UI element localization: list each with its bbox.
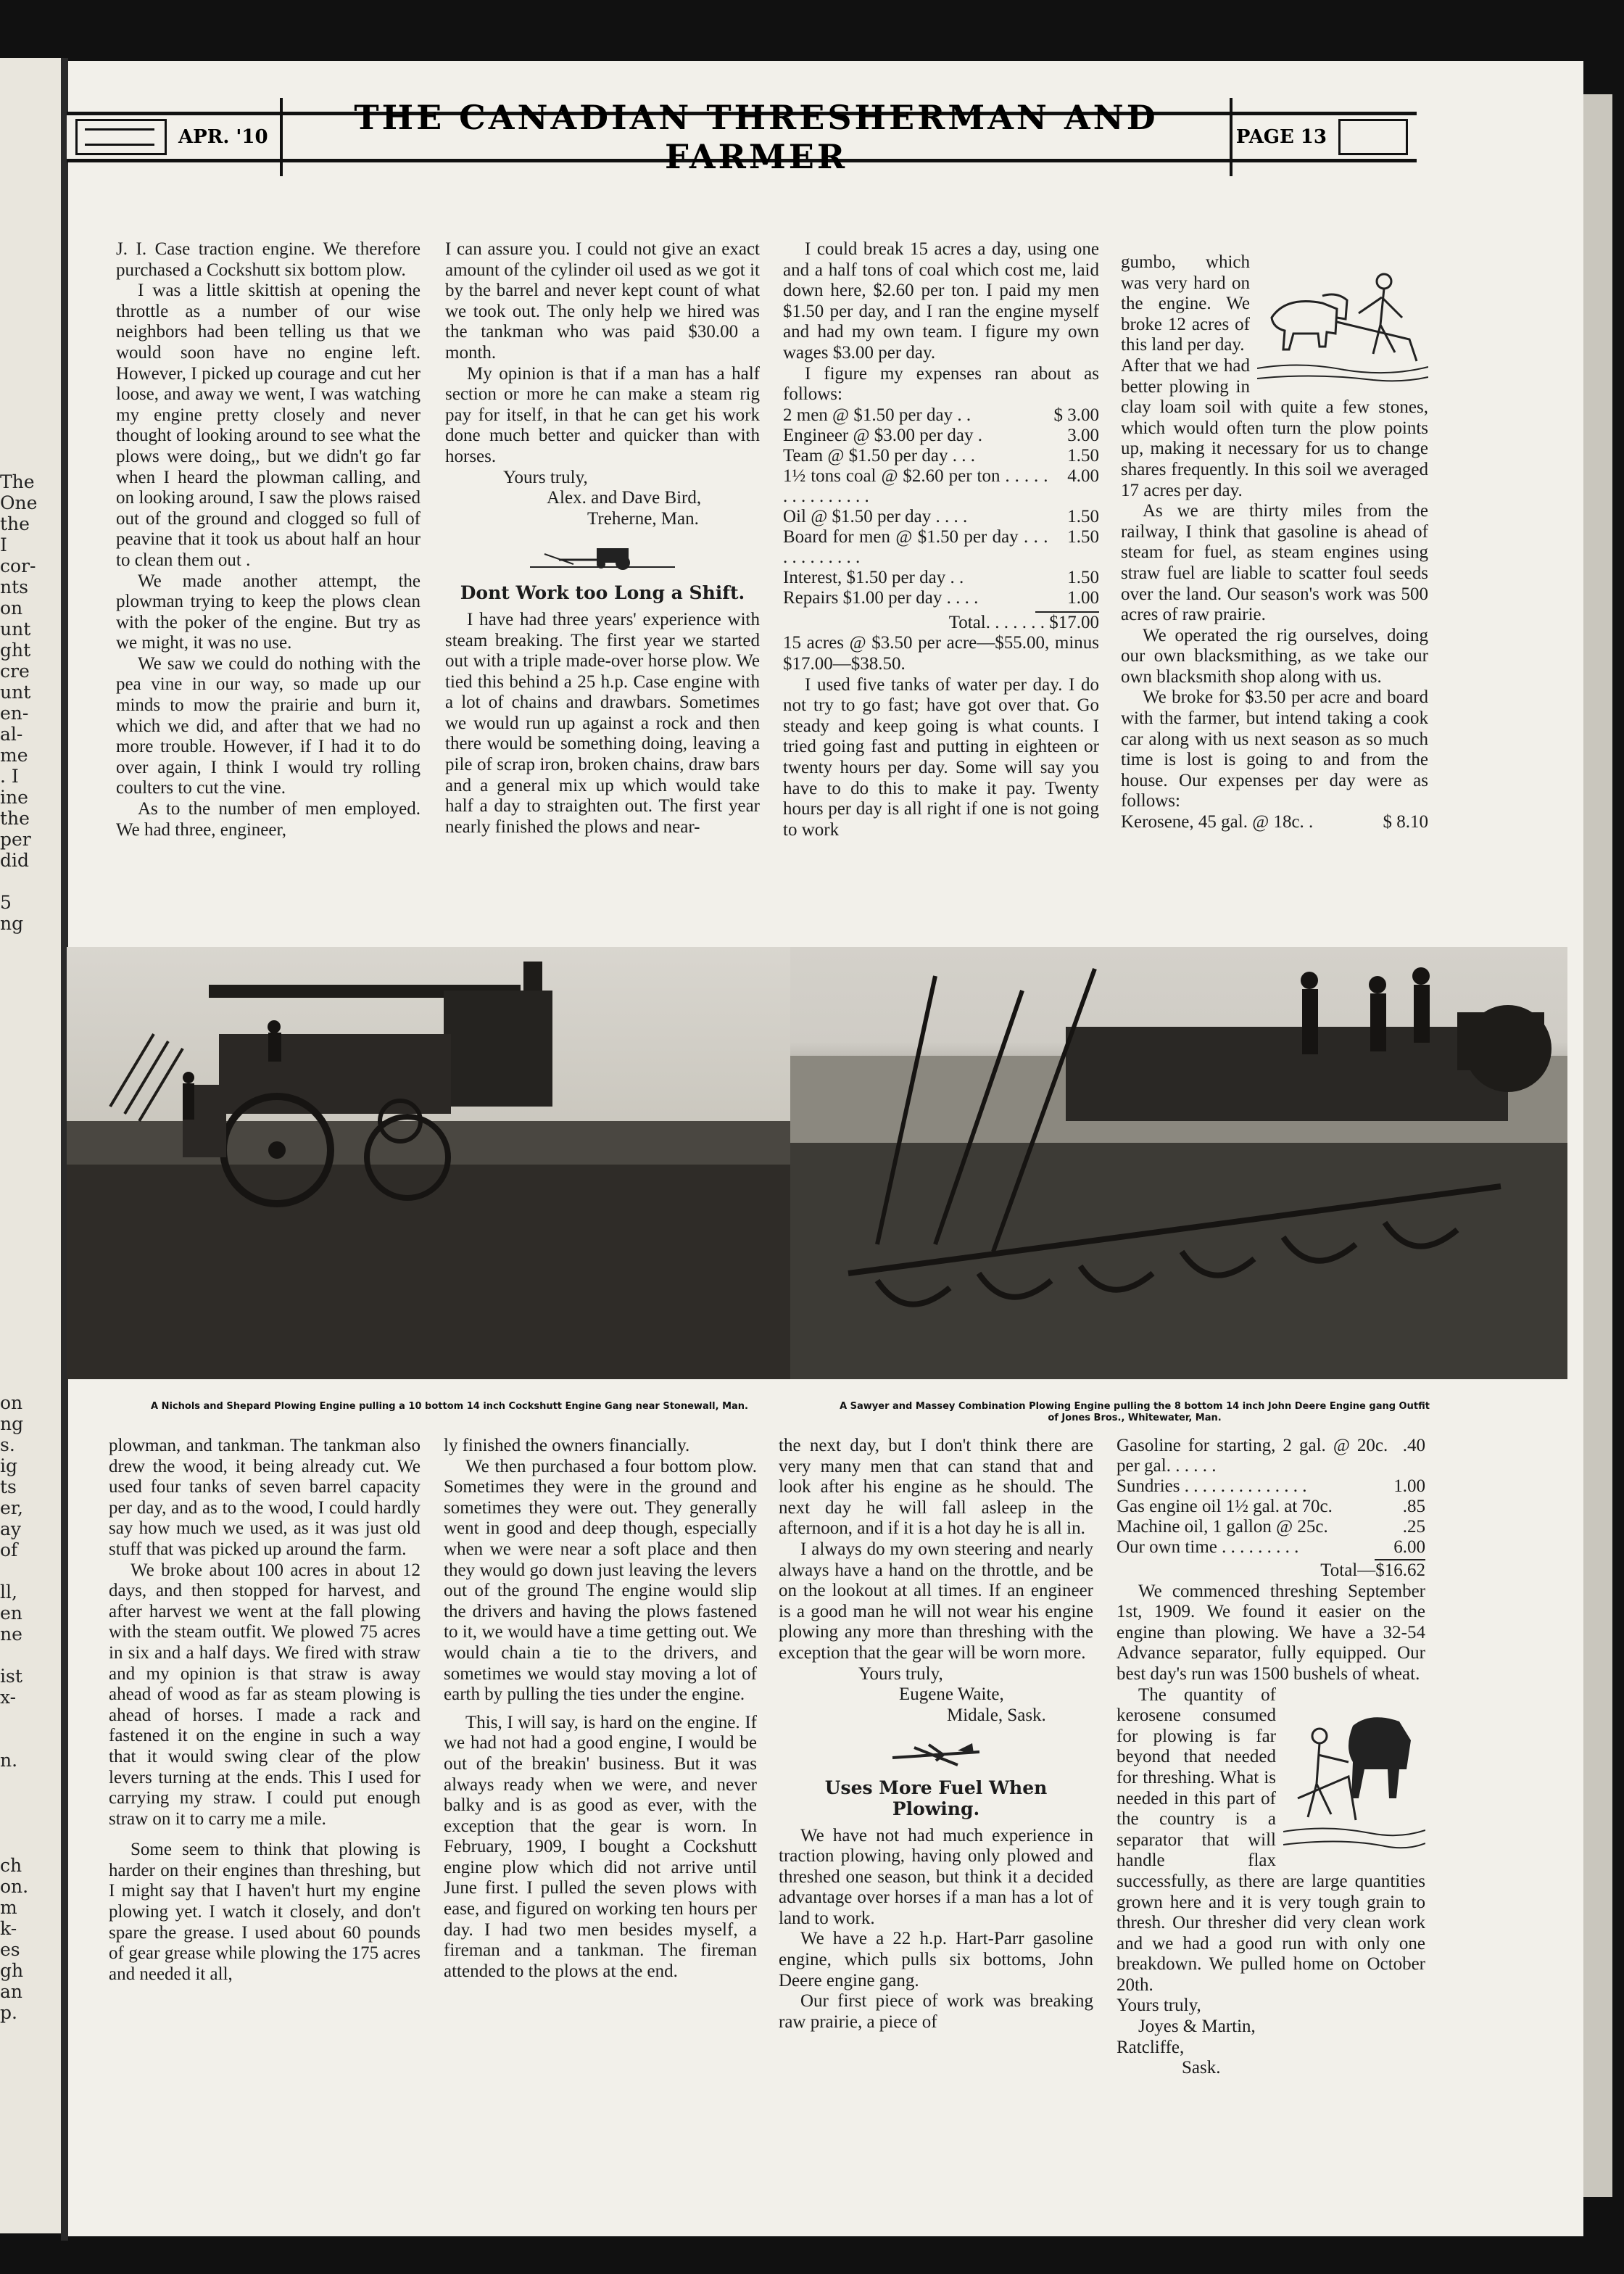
column-4-top bbox=[1121, 252, 1428, 833]
adjacent-page-word: an bbox=[0, 1981, 23, 2002]
adjacent-page-word: ay bbox=[0, 1518, 22, 1539]
column-1-bottom bbox=[109, 1436, 420, 1985]
expense-item: Machine oil, 1 gallon @ 25c. bbox=[1116, 1517, 1328, 1537]
adjacent-page-word: the bbox=[0, 513, 30, 534]
adjacent-page-word: on. bbox=[0, 1876, 29, 1897]
adjacent-page-word: en bbox=[0, 1603, 22, 1624]
adjacent-page-text-upper bbox=[0, 471, 37, 934]
paragraph: plowman, and tankman. The tankman also drew the wood, it being already cut. We used four tanks of seven barrel capacity per day, and as to the wood, I could hardly say how much we used, as it was just old stuff that was picked up around the farm. bbox=[109, 1436, 420, 1559]
expense-total: Total. . . . . . . $17.00 bbox=[948, 612, 1099, 632]
ox-plow-illustration bbox=[1257, 252, 1428, 386]
adjacent-page-word: m bbox=[0, 1897, 17, 1918]
paragraph: My opinion is that if a man has a half section or more he can make a steam rig pay for itself, in that he can get his work done much better and quicker than with horses. bbox=[445, 363, 760, 466]
column-2-top bbox=[445, 239, 760, 838]
adjacent-page-word: en- bbox=[0, 703, 29, 724]
expense-amount: 6.00 bbox=[1393, 1537, 1425, 1557]
expense-item: Team @ $1.50 per day . . . bbox=[783, 445, 975, 466]
paragraph: I figure my expenses ran about as follows: bbox=[783, 363, 1099, 405]
kerosene-line bbox=[1121, 812, 1428, 833]
adjacent-page-word: ine bbox=[0, 787, 28, 808]
adjacent-page-word: cor- bbox=[0, 555, 36, 576]
adjacent-page-word: ig bbox=[0, 1455, 17, 1476]
adjacent-page-word: es bbox=[0, 1939, 20, 1960]
adjacent-page-fragment bbox=[0, 58, 64, 2233]
expense-item: Repairs $1.00 per day . . . . bbox=[783, 587, 979, 608]
adjacent-page-word: ng bbox=[0, 913, 24, 934]
paragraph: I was a little skittish at opening the throttle as a number of our wise neighbors had been telling us that we would soon have no engine left. However, I picked up courage and cut her loose, and away we went, I was watching my engine pretty closely and never thought of looking around to see what the plows were doing,, but we didn't go far when I heard the plowman calling, and on looking around, I saw the plows raised out of the ground and clogged so full of peavine that it took us about half an hour to clean them out . bbox=[116, 281, 420, 570]
adjacent-page-word: cre bbox=[0, 661, 30, 682]
paragraph: We have a 22 h.p. Hart-Parr gasoline engine, which pulls six bottoms, John Deere engine gang. bbox=[779, 1929, 1093, 1990]
paragraph: We broke about 100 acres in about 12 days, and then stopped for harvest, and after harvest we went at the fall plowing with the steam outfit. We plowed 75 acres in six and a half days. We fired with straw and my opinion is that straw is away ahead of wood as far as steam plowing is ahead of horses. I made a rack and fastened it on the engine in such a way that it would swing clear of the plow levers turning at the ends. This I used for carrying my straw. I could put enough straw on it to carry me a mile. bbox=[109, 1560, 420, 1829]
photo-nichols-shepard-engine bbox=[67, 947, 790, 1379]
adjacent-page-word: on bbox=[0, 598, 23, 619]
expense-row bbox=[1116, 1537, 1425, 1558]
expense-amount: 1.00 bbox=[1393, 1476, 1425, 1496]
paragraph: J. I. Case traction engine. We therefore purchased a Cockshutt six bottom plow. bbox=[116, 239, 420, 280]
expense-row bbox=[783, 426, 1099, 446]
adjacent-page-word: on bbox=[0, 1392, 23, 1413]
expense-item: Gasoline for starting, 2 gal. @ 20c. per gal. . . . . . bbox=[1116, 1436, 1388, 1476]
column-2-bottom bbox=[444, 1436, 757, 1982]
expense-item: 1½ tons coal @ $2.60 per ton . . . . . . . . . . . . . . . bbox=[783, 466, 1048, 506]
expense-row bbox=[783, 588, 1099, 608]
expense-amount: $ 3.00 bbox=[1053, 405, 1099, 425]
paragraph: I can assure you. I could not give an exact amount of the cylinder oil used as we got it by the barrel and never kept count of what we took out. The only help we hired was the tankman who was paid $30.00 a month. bbox=[445, 239, 760, 363]
expense-amount: 1.50 bbox=[1067, 567, 1099, 587]
adjacent-page-word: the bbox=[0, 808, 30, 829]
adjacent-page-word: per bbox=[0, 829, 31, 850]
paragraph: Our first piece of work was breaking raw prairie, a piece of bbox=[779, 1991, 1093, 2032]
expense-amount: .85 bbox=[1402, 1497, 1425, 1516]
signature-province: Sask. bbox=[1182, 2058, 1221, 2078]
expense-row bbox=[783, 507, 1099, 527]
expense-item: 2 men @ $1.50 per day . . bbox=[783, 405, 972, 425]
expense-row bbox=[1116, 1517, 1425, 1537]
signature-place: Treherne, Man. bbox=[587, 508, 699, 529]
expense-amount: 1.50 bbox=[1067, 506, 1099, 526]
adjacent-page-word bbox=[0, 1813, 28, 1834]
adjacent-page-word: did bbox=[0, 850, 30, 871]
paragraph: ly finished the owners financially. bbox=[444, 1436, 690, 1455]
expense-item: Interest, $1.50 per day . . bbox=[783, 567, 964, 587]
signature-salutation: Yours truly, bbox=[858, 1663, 943, 1684]
adjacent-page-word: n. bbox=[0, 1750, 18, 1771]
signature-name: Eugene Waite, bbox=[899, 1684, 1004, 1705]
publication-title: THE CANADIAN THRESHERMAN AND FARMER bbox=[280, 98, 1232, 176]
expense-amount: 1.50 bbox=[1067, 526, 1099, 547]
adjacent-page-word bbox=[0, 871, 37, 892]
horse-plow-illustration bbox=[1283, 1690, 1425, 1861]
masthead bbox=[67, 98, 1417, 176]
expense-amount: .25 bbox=[1402, 1517, 1425, 1537]
paragraph: This, I will say, is hard on the engine. If we had not had a good engine, I would be out of the breakin' business. But it was always ready when we were, and never balky and is as good as ever, with the exception that the gear is worn. In February, 1909, I bought a Cockshutt engine plow which did not arrive until June first. I pulled the seven plows with ease, and figured on working ten hours per day. I had two men besides myself, a fireman and a tankman. The fireman attended to the plows at the end. bbox=[444, 1712, 757, 1981]
paragraph: We operated the rig ourselves, doing our own blacksmithing, as we take our own blacksmith shop along with us. bbox=[1121, 625, 1428, 687]
expense-row bbox=[783, 568, 1099, 588]
adjacent-page-word: I bbox=[0, 534, 7, 555]
steam-engine-illustration bbox=[67, 947, 790, 1379]
expense-amount: 4.00 bbox=[1067, 466, 1099, 486]
issue-date: APR. '10 bbox=[178, 126, 268, 148]
adjacent-page-word bbox=[0, 1708, 28, 1729]
paragraph: We saw we could do nothing with the pea vine in our way, so made up our minds to mow the prairie and burn it, which we did, and after that we had no more trouble. However, if I had it to do over again, I think I would try rolling coulters to cut the vine. bbox=[116, 653, 420, 798]
masthead-ornament-left bbox=[75, 119, 167, 155]
expense-row bbox=[783, 405, 1099, 426]
adjacent-page-word: ght bbox=[0, 640, 31, 661]
paragraph: I could break 15 acres a day, using one and a half tons of coal which cost me, laid down here, $2.60 per ton. I paid my men $1.50 per day, and I ran the engine myself and had my own team. I figure my own wages $3.00 per day. bbox=[783, 239, 1099, 363]
adjacent-page-word: ts bbox=[0, 1476, 17, 1497]
column-3-top bbox=[783, 239, 1099, 840]
expense-total: Total—$16.62 bbox=[1320, 1560, 1425, 1580]
column-1-top bbox=[116, 239, 420, 840]
adjacent-page-word bbox=[0, 1645, 28, 1666]
expense-item: Sundries . . . . . . . . . . . . . . bbox=[1116, 1476, 1307, 1496]
paragraph: We have not had much experience in traction plowing, having only plowed and threshed one season, but think it a decided advantage over horses if a man has a lot of land to work. bbox=[779, 1825, 1093, 1928]
adjacent-page-word: 5 bbox=[0, 892, 12, 913]
photo-caption-left: A Nichols and Shepard Plowing Engine pulling a 10 bottom 14 inch Cockshutt Engine Gang near Stonewall, Man. bbox=[151, 1401, 748, 1412]
article-heading: Dont Work too Long a Shift. bbox=[460, 582, 745, 604]
adjacent-page-word bbox=[0, 1729, 28, 1750]
paragraph: We commenced threshing September 1st, 1909. We found it easier on the engine than plowing. We have a 32-54 Advance separator, fully equipped. Our best day's run was 1500 bushels of wheat. bbox=[1116, 1581, 1425, 1684]
adjacent-page-text-lower bbox=[0, 1392, 28, 2023]
expense-table bbox=[783, 405, 1099, 608]
paragraph: We made another attempt, the plowman trying to keep the plows clean with the poker of the engine. But try as we might, it was no use. bbox=[116, 571, 420, 653]
adjacent-page-word bbox=[0, 1834, 28, 1855]
paragraph: Some seem to think that plowing is harder on their engines than threshing, but I might say that I haven't hurt my engine plowing yet. I watch it closely, and don't spare the grease. I used about 60 pounds of gear grease while plowing the 175 acres and needed it all, bbox=[109, 1840, 420, 1984]
paragraph: As to the number of men employed. We had three, engineer, bbox=[116, 799, 420, 840]
signature-place: Midale, Sask. bbox=[947, 1705, 1046, 1725]
expense-row bbox=[783, 527, 1099, 568]
adjacent-page-word: of bbox=[0, 1539, 18, 1560]
paragraph: 15 acres @ $3.50 per acre—$55.00, minus $17.00—$38.50. bbox=[783, 633, 1099, 674]
expense-item: Our own time . . . . . . . . . bbox=[1116, 1537, 1299, 1557]
adjacent-page-word: ist bbox=[0, 1666, 22, 1687]
photo-sawyer-massey-engine bbox=[790, 947, 1567, 1379]
paragraph: The quantity of kerosene consumed for plowing is far beyond that needed for threshing. What is needed in this part of the country is a separator that will handle flax successfully, as there are large quantities grown here and it is very tough grain to thresh. Our thresher did very clean work and we had a good run with only one breakdown. We pulled home on October 20th. bbox=[1116, 1684, 1425, 1995]
adjacent-page-word: ne bbox=[0, 1624, 22, 1645]
adjacent-page-word: nts bbox=[0, 576, 28, 598]
page-number: PAGE 13 bbox=[1235, 126, 1327, 148]
adjacent-page-word: . I bbox=[0, 766, 19, 787]
expense-amount: 1.00 bbox=[1067, 587, 1099, 608]
photo-caption-right: A Sawyer and Massey Combination Plowing Engine pulling the 8 bottom 14 inch John Deere Engine gang Outfit of Jones Bros., Whitewater, Man. bbox=[840, 1401, 1430, 1423]
signature-salutation: Yours truly, bbox=[503, 467, 588, 487]
airplane-vignette bbox=[885, 1736, 987, 1771]
adjacent-page-word: One bbox=[0, 492, 38, 513]
expense-row bbox=[1116, 1497, 1425, 1517]
paragraph: We broke for $3.50 per acre and board with the farmer, but intend taking a cook car along with us next season as so much time is lost is going to and from the house. Our expenses per day were as follows: bbox=[1121, 687, 1428, 811]
adjacent-page-word: er, bbox=[0, 1497, 23, 1518]
kerosene-item: Kerosene, 45 gal. @ 18c. . bbox=[1121, 812, 1314, 832]
expense-row bbox=[1116, 1436, 1425, 1476]
adjacent-page-word: al- bbox=[0, 724, 23, 745]
adjacent-page-word: x- bbox=[0, 1687, 17, 1708]
adjacent-page-word: p. bbox=[0, 2002, 17, 2023]
signature-place: Ratcliffe, bbox=[1116, 2037, 1185, 2057]
expense-item: Board for men @ $1.50 per day . . . . . . . . . . . . bbox=[783, 526, 1048, 567]
paragraph: I used five tanks of water per day. I do not try to go fast; have got over that. Go steady and keep going is what counts. I tried going fast and putting in eighteen or twenty hours per day. Some will say you have to do this to make it pay. Twenty hours per day is all right if one is not going to work bbox=[783, 674, 1099, 840]
adjacent-page-word: ng bbox=[0, 1413, 24, 1434]
signature-name: Alex. and Dave Bird, bbox=[547, 488, 702, 508]
expense-table bbox=[1116, 1436, 1425, 1558]
adjacent-page-word bbox=[0, 1771, 28, 1792]
adjacent-page-word bbox=[0, 1792, 28, 1813]
expense-row bbox=[783, 466, 1099, 507]
expense-item: Engineer @ $3.00 per day . bbox=[783, 425, 983, 445]
expense-amount: 1.50 bbox=[1067, 445, 1099, 466]
signature-name: Joyes & Martin, bbox=[1138, 2017, 1256, 2037]
paragraph: I always do my own steering and nearly always have a hand on the throttle, and be on the lookout at all times. If an engineer is a good man he will not wear his engine plowing any more than threshing with the exception that the gear will be worn more. bbox=[779, 1539, 1093, 1663]
expense-row bbox=[783, 446, 1099, 466]
signature-salutation: Yours truly, bbox=[1116, 1996, 1201, 2016]
paragraph: We then purchased a four bottom plow. Sometimes they were in the ground and sometimes they were out. They generally went in good and deep though, especially when we were near a soft place and then they would go down just leaving the levers out of the ground The engine would slip the drivers and having the plows fastened to it, we would have a time getting out. We would chain a tie to the drivers, and sometimes we would stay moving a lot of earth by pulling the ties under the engine. bbox=[444, 1456, 757, 1705]
column-4-bottom bbox=[1116, 1436, 1425, 2079]
expense-item: Gas engine oil 1½ gal. at 70c. bbox=[1116, 1497, 1333, 1516]
tractor-plow-vignette bbox=[530, 538, 675, 576]
adjacent-page-word bbox=[0, 1560, 28, 1582]
article-heading: Uses More Fuel When Plowing. bbox=[824, 1777, 1048, 1819]
adjacent-page-word: s. bbox=[0, 1434, 15, 1455]
adjacent-page-word: The bbox=[0, 471, 35, 492]
column-3-bottom bbox=[779, 1436, 1093, 2033]
paragraph: I have had three years' experience with steam breaking. The first year we started out with a triple made-over horse plow. We tied this behind a 25 h.p. Case engine with a lot of chains and drawbars. Sometimes we would run up against a rock and then there would be something doing, leaving a pile of scrap iron, broken chains, draw bars and a general mix up which would take half a day to straighten out. The first year nearly finished the plows and near- bbox=[445, 609, 760, 837]
expense-row bbox=[1116, 1476, 1425, 1497]
expense-amount: .40 bbox=[1402, 1436, 1425, 1455]
page-edge bbox=[1583, 94, 1612, 2197]
adjacent-page-word: me bbox=[0, 745, 28, 766]
adjacent-page-word: unt bbox=[0, 619, 31, 640]
adjacent-page-word: unt bbox=[0, 682, 31, 703]
expense-item: Oil @ $1.50 per day . . . . bbox=[783, 506, 968, 526]
paragraph: gumbo, which was very hard on the engine. We broke 12 acres of this land per day. bbox=[1121, 252, 1250, 355]
paragraph: the next day, but I don't think there are very many men that can stand that and look after his engine as he should. The next day he will fall asleep in the afternoon, and if it is a hot day he is all in. bbox=[779, 1436, 1093, 1539]
adjacent-page-word: gh bbox=[0, 1960, 24, 1981]
masthead-ornament-right bbox=[1338, 119, 1408, 155]
adjacent-page-word: ll, bbox=[0, 1582, 17, 1603]
adjacent-page-word: k- bbox=[0, 1918, 17, 1939]
kerosene-amount: $ 8.10 bbox=[1383, 812, 1428, 832]
expense-amount: 3.00 bbox=[1067, 425, 1099, 445]
adjacent-page-word: ch bbox=[0, 1855, 22, 1876]
gas-engine-plow-illustration bbox=[790, 947, 1567, 1379]
paragraph: After that we had better plowing in clay loam soil with quite a few stones, which would often turn the plow points up, making it necessary for us to change shares frequently. In this soil we averaged 17 acres per day. bbox=[1121, 355, 1428, 500]
paragraph: As we are thirty miles from the railway, I think that gasoline is ahead of steam for fuel, as steam engines using straw fuel are liable to scatter foul seeds over the land. Our season's work was 500 acres of raw prairie. bbox=[1121, 501, 1428, 625]
